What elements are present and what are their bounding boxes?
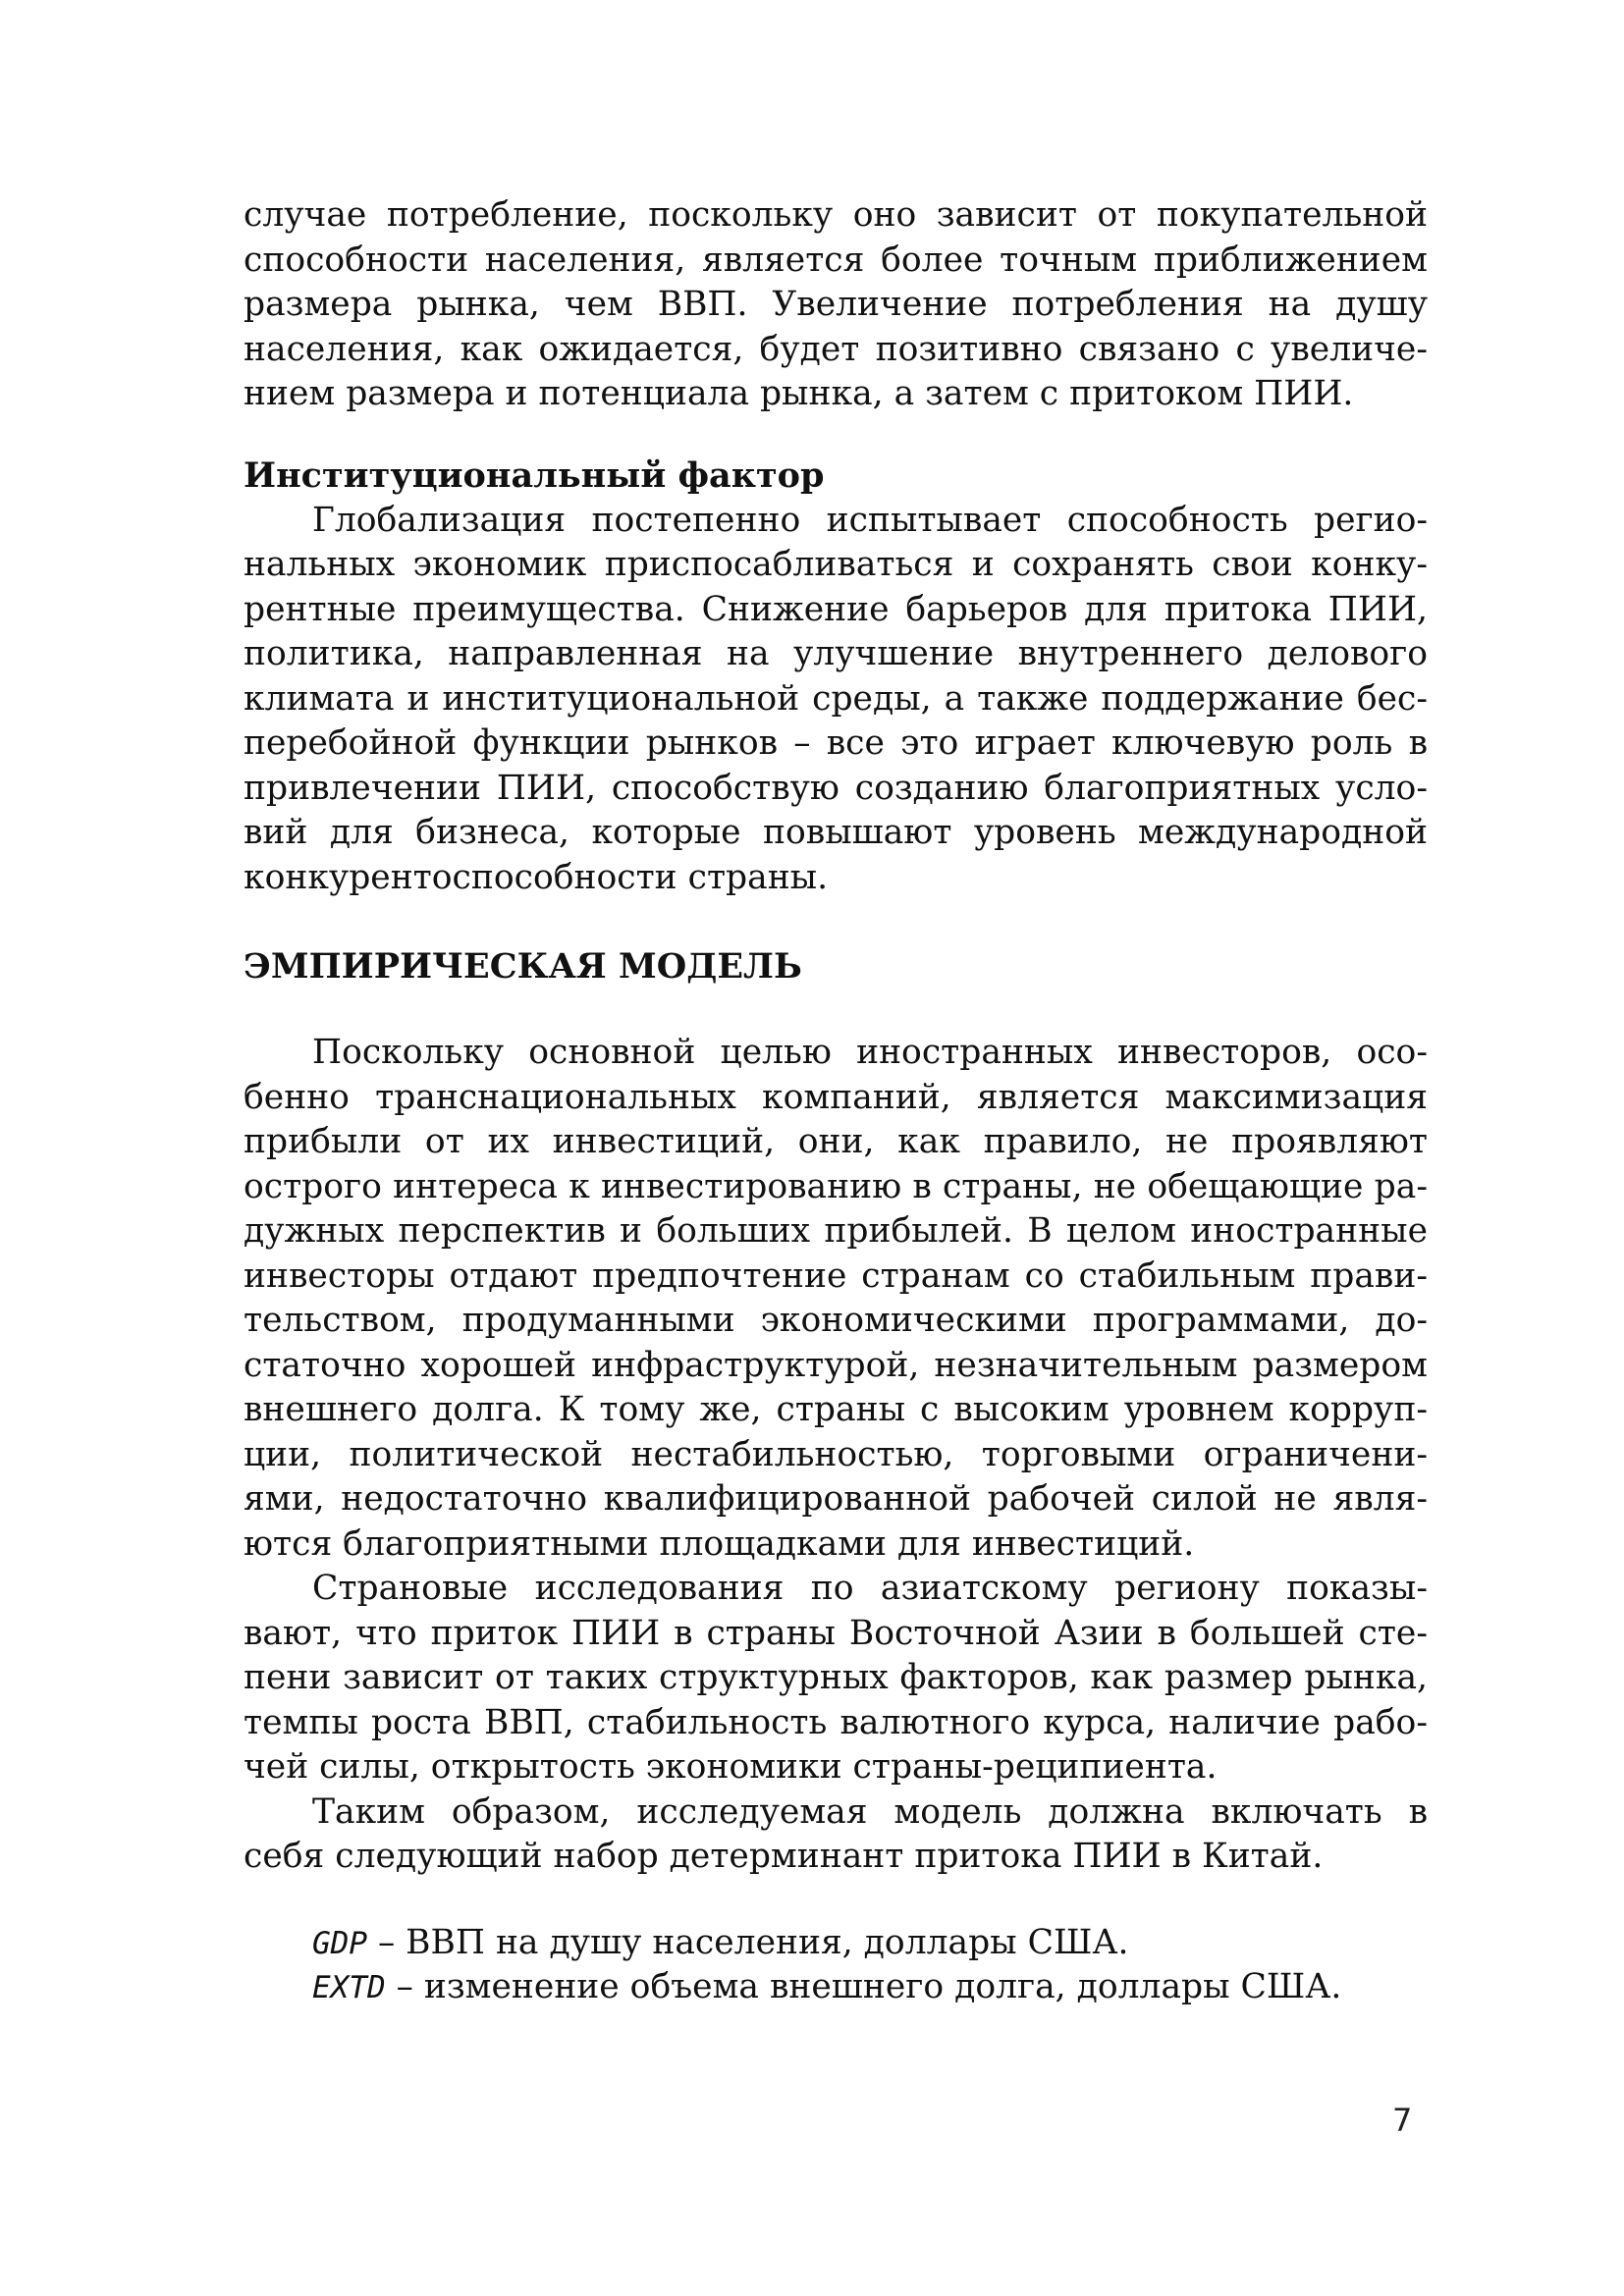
text-line: Таким образом, исследуемая модель должна включать в — [312, 1791, 1428, 1832]
text-line: внешнего долга. К тому же, страны с высоким уровнем корруп- — [244, 1390, 1428, 1429]
variable-item — [244, 1965, 1428, 2010]
text-line: населения, как ожидается, будет позитивно связано с увеличе- — [244, 329, 1428, 369]
institutional-factor-heading: Институциональный фактор — [244, 454, 825, 496]
institutional-paragraph — [244, 499, 1428, 901]
text-line: способности населения, является более точным приближением — [244, 240, 1428, 280]
text-line: перебойной функции рынков – все это играет ключевую роль в — [244, 723, 1428, 763]
text-line: нальных экономик приспосабливаться и сохранять свои конку- — [244, 545, 1428, 584]
variable-description: – ВВП на душу населения, доллары США. — [367, 1922, 1129, 1962]
text-line: нием размера и потенциала рынка, а затем с притоком ПИИ. — [244, 374, 1354, 413]
text-line: вают, что приток ПИИ в страны Восточной Азии в большей сте- — [244, 1613, 1428, 1653]
empirical-paragraph-2 — [244, 1567, 1428, 1790]
text-line: острого интереса к инвестированию в страны, не обещающие ра- — [244, 1166, 1428, 1206]
text-line: Поскольку основной целью иностранных инвесторов, осо- — [312, 1033, 1428, 1072]
text-line: ются благоприятными площадками для инвестиций. — [244, 1523, 1195, 1564]
text-line: себя следующий набор детерминант притока ПИИ в Китай. — [244, 1837, 1324, 1876]
text-line: вий для бизнеса, которые повышают уровень международной — [244, 813, 1428, 852]
text-line: пени зависит от таких структурных факторов, как размер рынка, — [244, 1658, 1428, 1697]
empirical-paragraph-1 — [244, 1031, 1428, 1567]
variable-symbol: GDP — [312, 1925, 367, 1961]
text-line: темпы роста ВВП, стабильность валютного курса, наличие рабо- — [244, 1702, 1428, 1742]
text-line: случае потребление, поскольку оно зависит от покупательной — [244, 195, 1428, 235]
text-line: инвесторы отдают предпочтение странам со стабильным прави- — [244, 1255, 1428, 1296]
variable-symbol: EXTD — [312, 1970, 386, 2005]
text-line: чей силы, открытость экономики страны-реципиента. — [244, 1747, 1218, 1787]
text-line: конкурентоспособности страны. — [244, 857, 829, 897]
text-line: климата и институциональной среды, а также поддержание бес- — [244, 678, 1428, 719]
text-line: прибыли от их инвестиций, они, как правило, не проявляют — [244, 1122, 1428, 1161]
text-line: привлечении ПИИ, способствую созданию благоприятных усло- — [244, 768, 1428, 808]
text-line: ции, политической нестабильностью, торговыми ограничени- — [244, 1434, 1428, 1474]
variable-item — [244, 1921, 1428, 1966]
empirical-paragraph-3 — [244, 1790, 1428, 1880]
text-line: Глобализация постепенно испытывает способность регио- — [312, 500, 1428, 540]
text-line: рентные преимущества. Снижение барьеров для притока ПИИ, — [244, 589, 1428, 629]
text-line: тельством, продуманными экономическими программами, до- — [244, 1301, 1428, 1340]
text-line: бенно транснациональных компаний, является максимизация — [244, 1077, 1428, 1117]
text-line: статочно хорошей инфраструктурой, незначительным размером — [244, 1345, 1428, 1385]
document-page — [244, 193, 1428, 2010]
text-line: размера рынка, чем ВВП. Увеличение потребления на душу — [244, 285, 1428, 324]
text-line: политика, направленная на улучшение внутреннего делового — [244, 634, 1428, 673]
variable-description: – изменение объема внешнего долга, доллары США. — [385, 1967, 1342, 2006]
text-line: дужных перспектив и больших прибылей. В целом иностранные — [244, 1211, 1428, 1251]
text-line: Страновые исследования по азиатскому региону показы- — [312, 1569, 1428, 1608]
variables-list — [244, 1921, 1428, 2010]
text-line: ями, недостаточно квалифицированной рабочей силой не явля- — [244, 1479, 1428, 1519]
intro-paragraph — [244, 193, 1428, 417]
page-number: 7 — [1392, 2102, 1413, 2139]
empirical-model-heading: ЭМПИРИЧЕСКАЯ МОДЕЛЬ — [244, 946, 802, 987]
